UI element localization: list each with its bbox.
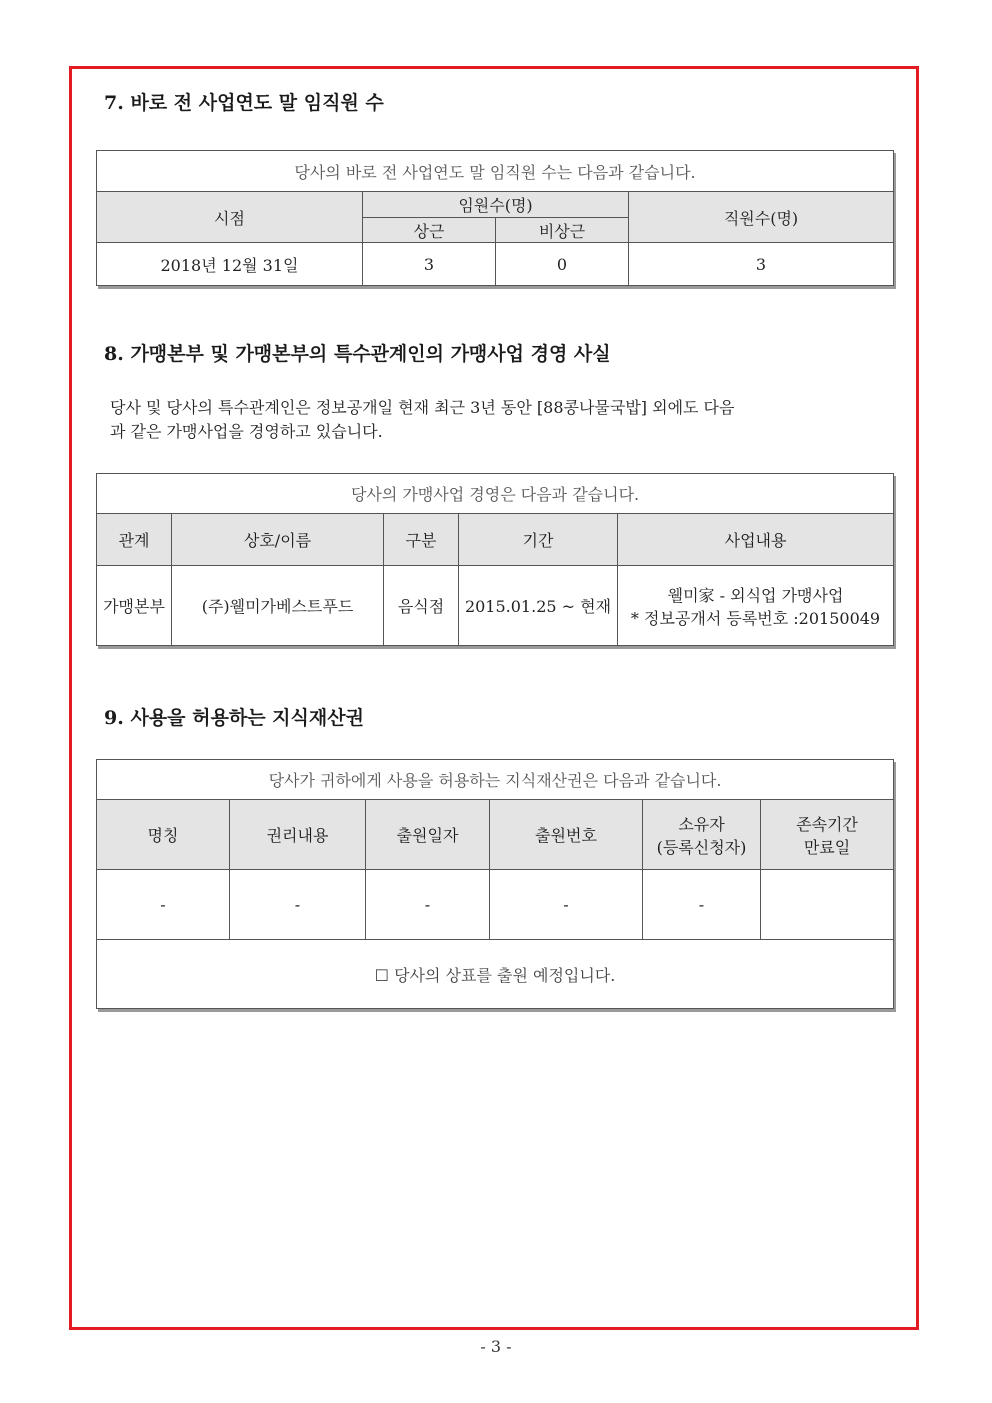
header-expiry-line: 존속기간 xyxy=(796,814,858,834)
cell-employees: 3 xyxy=(629,243,894,286)
section-8-paragraph xyxy=(110,396,860,444)
section-9-heading: 9. 사용을 허용하는 지식재산권 xyxy=(104,707,364,729)
header-app-no: 출원번호 xyxy=(490,800,643,870)
ip-rights-table xyxy=(96,759,894,1009)
cell-app-date: - xyxy=(366,870,490,940)
header-app-date: 출원일자 xyxy=(366,800,490,870)
page-number: - 3 - xyxy=(480,1337,512,1356)
paragraph-line: 당사 및 당사의 특수관계인은 정보공개일 현재 최근 3년 동안 [88콩나물국밥] 외에도 다음 xyxy=(110,398,735,417)
cell-fulltime: 3 xyxy=(363,243,496,286)
cell-parttime: 0 xyxy=(496,243,629,286)
header-owner-line: 소유자 xyxy=(678,814,725,834)
cell-expiry xyxy=(761,870,894,940)
cell-business xyxy=(618,566,894,646)
header-expiry-line: 만료일 xyxy=(803,837,851,857)
table-caption: 당사의 가맹사업 경영은 다음과 같습니다. xyxy=(97,474,894,514)
section-8-heading: 8. 가맹본부 및 가맹본부의 특수관계인의 가맹사업 경영 사실 xyxy=(104,343,611,365)
header-date: 시점 xyxy=(97,192,363,243)
header-parttime: 비상근 xyxy=(496,218,629,243)
header-expiry xyxy=(761,800,894,870)
header-category: 구분 xyxy=(384,514,459,566)
header-rights: 권리내용 xyxy=(230,800,366,870)
header-period: 기간 xyxy=(459,514,618,566)
cell-category: 음식점 xyxy=(384,566,459,646)
franchise-business-table xyxy=(96,473,894,646)
cell-owner: - xyxy=(643,870,761,940)
cell-app-no: - xyxy=(490,870,643,940)
header-name: 상호/이름 xyxy=(172,514,384,566)
table-caption: 당사의 바로 전 사업연도 말 임직원 수는 다음과 같습니다. xyxy=(97,151,894,192)
cell-name: (주)웰미가베스트푸드 xyxy=(172,566,384,646)
paragraph-line: 과 같은 가맹사업을 경영하고 있습니다. xyxy=(110,422,383,441)
header-ip-name: 명칭 xyxy=(97,800,230,870)
cell-relation: 가맹본부 xyxy=(97,566,172,646)
header-owner xyxy=(643,800,761,870)
business-line: * 정보공개서 등록번호 :20150049 xyxy=(630,608,881,628)
cell-ip-name: - xyxy=(97,870,230,940)
cell-date: 2018년 12월 31일 xyxy=(97,243,363,286)
employee-count-table xyxy=(96,150,894,286)
header-business: 사업내용 xyxy=(618,514,894,566)
header-relation: 관계 xyxy=(97,514,172,566)
section-7-heading: 7. 바로 전 사업연도 말 임직원 수 xyxy=(104,92,384,114)
header-fulltime: 상근 xyxy=(363,218,496,243)
header-owner-line: (등록신청자) xyxy=(656,837,747,857)
header-employees: 직원수(명) xyxy=(629,192,894,243)
table-caption: 당사가 귀하에게 사용을 허용하는 지식재산권은 다음과 같습니다. xyxy=(97,760,894,800)
trademark-note: ☐ 당사의 상표를 출원 예정입니다. xyxy=(97,940,894,1009)
cell-rights: - xyxy=(230,870,366,940)
cell-period: 2015.01.25 ~ 현재 xyxy=(459,566,618,646)
header-executives: 임원수(명) xyxy=(363,192,629,218)
business-line: 웰미家 - 외식업 가맹사업 xyxy=(667,585,844,605)
